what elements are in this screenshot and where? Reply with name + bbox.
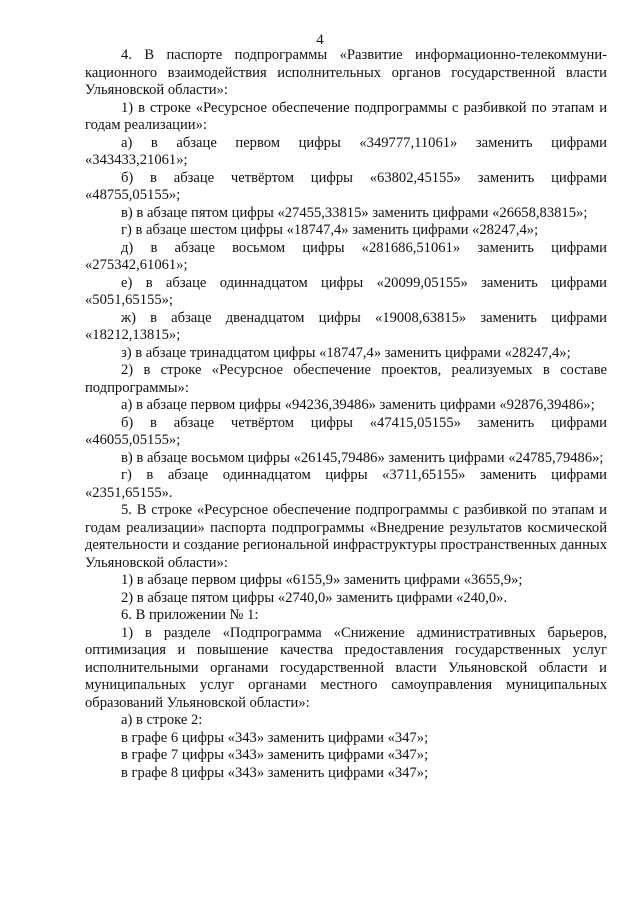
item-4-2-b: б) в абзаце четвёртом цифры «47415,05155» заменить цифрами «46055,05155»; <box>85 414 607 448</box>
item-4-2-a: а) в абзаце первом цифры «94236,39486» заменить цифрами «92876,39486»; <box>121 397 595 413</box>
item-4-1-a: а) в абзаце первом цифры «349777,11061» заменить цифрами «343433,21061»; <box>85 134 607 168</box>
item-4-2-v: в) в абзаце восьмом цифры «26145,79486» заменить цифрами «24785,79486»; <box>121 449 604 466</box>
item-4-1-v: в) в абзаце пятом цифры «27455,33815» заменить цифрами «26658,83815»; <box>121 204 588 221</box>
item-4-1: 1) в строке «Ресурсное обеспечение подпрограммы с разбивкой по этапам и годам реализации»: <box>85 99 607 133</box>
item-6-1: 1) в разделе «Подпрограмма «Снижение административных барьеров, оптимизация и повышение качества предоставления государственных услуг исполнительными органами государственной власти Ульяновской области и муниципальных услуг органами местного самоуправления муниципальных образований Ульяновской области»: <box>85 624 607 711</box>
item-4-1-g: г) в абзаце шестом цифры «18747,4» заменить цифрами «28247,4»; <box>121 222 539 238</box>
column-6-change: в графе 6 цифры «343» заменить цифрами «347»; <box>121 729 429 746</box>
item-5-2: 2) в абзаце пятом цифры «2740,0» заменить цифрами «240,0». <box>121 589 508 606</box>
item-4-1-z: з) в абзаце тринадцатом цифры «18747,4» заменить цифрами «28247,4»; <box>121 344 571 361</box>
paragraph-4-line-2: кационного взаимодействия исполнительных органов государственной власти <box>85 64 607 81</box>
column-8-change: в графе 8 цифры «343» заменить цифрами «347»; <box>121 764 429 781</box>
document-body <box>85 47 607 782</box>
item-4-2-g: г) в абзаце одиннадцатом цифры «3711,65155» заменить цифрами «2351,65155». <box>85 467 607 501</box>
paragraph-6: 6. В приложении № 1: <box>121 607 259 623</box>
item-4-2: 2) в строке «Ресурсное обеспечение проектов, реализуемых в составе подпрограммы»: <box>85 362 607 396</box>
paragraph-5: 5. В строке «Ресурсное обеспечение подпрограммы с разбивкой по этапам и годам реализации» паспорта подпрограммы «Внедрение результатов космической деятельности и создание региональной инфраструктуры пространственных данных Ульяновской области»: <box>85 502 607 571</box>
column-7-change: в графе 7 цифры «343» заменить цифрами «347»; <box>121 747 429 763</box>
item-4-1-b: б) в абзаце четвёртом цифры «63802,45155» заменить цифрами «48755,05155»; <box>85 169 607 203</box>
paragraph-4-line-1: 4. В паспорте подпрограммы «Развитие информационно-телекоммуни- <box>121 47 607 63</box>
item-4-1-e: е) в абзаце одиннадцатом цифры «20099,05155» заменить цифрами «5051,65155»; <box>85 274 607 308</box>
item-5-1: 1) в абзаце первом цифры «6155,9» заменить цифрами «3655,9»; <box>121 572 523 588</box>
item-6-1-a: а) в строке 2: <box>121 712 203 728</box>
paragraph-4-line-3: Ульяновской области»: <box>85 82 228 98</box>
page-number: 4 <box>316 32 324 48</box>
item-4-1-zh: ж) в абзаце двенадцатом цифры «19008,63815» заменить цифрами «18212,13815»; <box>85 309 607 343</box>
item-4-1-d: д) в абзаце восьмом цифры «281686,51061» заменить цифрами «275342,61061»; <box>85 239 607 273</box>
